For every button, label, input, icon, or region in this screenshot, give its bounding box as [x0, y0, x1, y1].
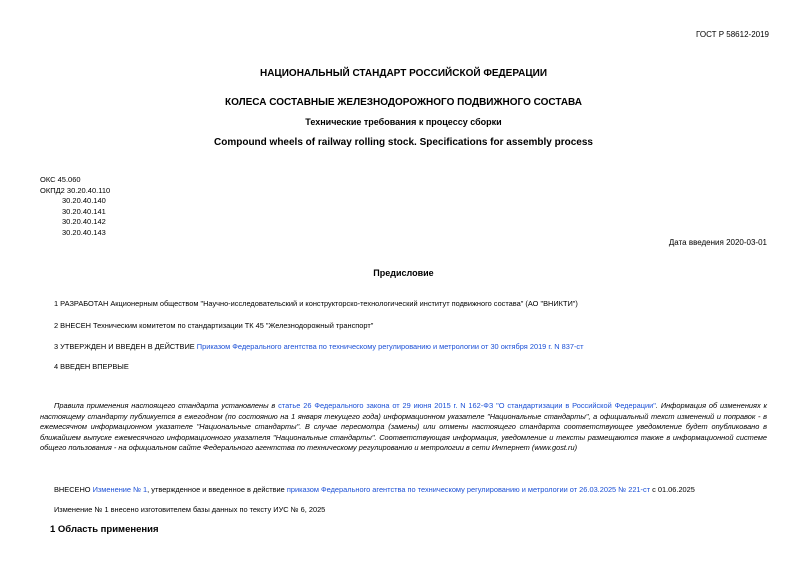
okpd-code: 30.20.40.140 — [62, 196, 106, 205]
classification-codes — [40, 175, 110, 238]
amendment-prefix: ВНЕСЕНО — [54, 485, 93, 494]
amendment-middle: , утвержденное и введенное в действие — [147, 485, 287, 494]
standard-type-heading: НАЦИОНАЛЬНЫЙ СТАНДАРТ РОССИЙСКОЙ ФЕДЕРАЦИИ — [259, 68, 548, 79]
preface-item-approved — [54, 342, 584, 351]
okpd-code: 30.20.40.141 — [62, 206, 106, 216]
standardization-law-link[interactable]: "О стандартизации в Российской Федерации" — [496, 401, 656, 410]
okpd-code: ОКПД2 30.20.40.110 — [40, 185, 111, 195]
document-number: ГОСТ Р 58612-2019 — [696, 30, 769, 39]
document-title-en: Compound wheels of railway rolling stock. Specifications for assembly process — [214, 137, 593, 148]
okpd-code: 30.20.40.142 — [62, 217, 106, 226]
application-rules-paragraph — [40, 401, 767, 454]
amendment-order-link[interactable]: приказом Федерального агентства по техническому регулированию и метрологии от 26.03.2025 № 221-ст — [286, 485, 651, 494]
introduction-date: Дата введения 2020-03-01 — [668, 238, 767, 247]
amendment-note: Изменение № 1 внесено изготовителем базы данных по тексту ИУС № 6, 2025 — [54, 505, 326, 514]
rules-text: . Информация об изменениях к настоящему стандарту публикуется в ежегодном (по состоянию на 1 января текущего года) информационном указателе "Национальные стандарты", а официальный текст изменений и поправок - в ежемесячном информационном указателе "Национальные стандарты". В случае пересмотра (замены) или отмены настоящего стандарта соответствующее уведомление будет опубликовано в ближайшем выпуске ежемесячного информационного указателя "Национальные стандарты". Соответствующая информация, уведомление и тексты размещаются также в информационной системе общего пользования - на официальном сайте Федерального агентства по техническому регулированию и метрологии в сети Интернет (www.gost.ru) — [40, 401, 767, 452]
section-1-heading: 1 Область применения — [50, 524, 159, 535]
federal-law-article-link[interactable]: статье 26 Федерального закона от 29 июня 2015 г. N 162-ФЗ — [278, 401, 494, 410]
amendment-1-link[interactable]: Изменение № 1 — [92, 485, 148, 494]
preface-item-approved-text: 3 УТВЕРЖДЕН И ВВЕДЕН В ДЕЙСТВИЕ — [54, 342, 197, 351]
preface-item-submitted: 2 ВНЕСЕН Техническим комитетом по стандартизации ТК 45 "Железнодорожный транспорт" — [54, 321, 374, 330]
rules-text: Правила применения настоящего стандарта установлены в — [54, 401, 279, 410]
okpd-code: 30.20.40.143 — [62, 227, 106, 237]
document-title-ru: КОЛЕСА СОСТАВНЫЕ ЖЕЛЕЗНОДОРОЖНОГО ПОДВИЖНОГО СОСТАВА — [224, 97, 582, 108]
preface-heading: Предисловие — [373, 268, 434, 278]
preface-item-first-introduced: 4 ВВЕДЕН ВПЕРВЫЕ — [54, 362, 129, 371]
preface-item-developed: 1 РАЗРАБОТАН Акционерным обществом "Научно-исследовательский и конструкторско-технологический институт подвижного состава" (АО "ВНИКТИ") — [54, 299, 578, 308]
oks-code: ОКС 45.060 — [40, 175, 81, 184]
amendment-suffix: с 01.06.2025 — [650, 485, 695, 494]
approval-order-link[interactable]: Приказом Федерального агентства по техническому регулированию и метрологии от 30 октября 2019 г. N 837-ст — [196, 342, 584, 351]
document-subtitle-ru: Технические требования к процессу сборки — [305, 117, 502, 127]
amendment-line — [54, 485, 695, 494]
